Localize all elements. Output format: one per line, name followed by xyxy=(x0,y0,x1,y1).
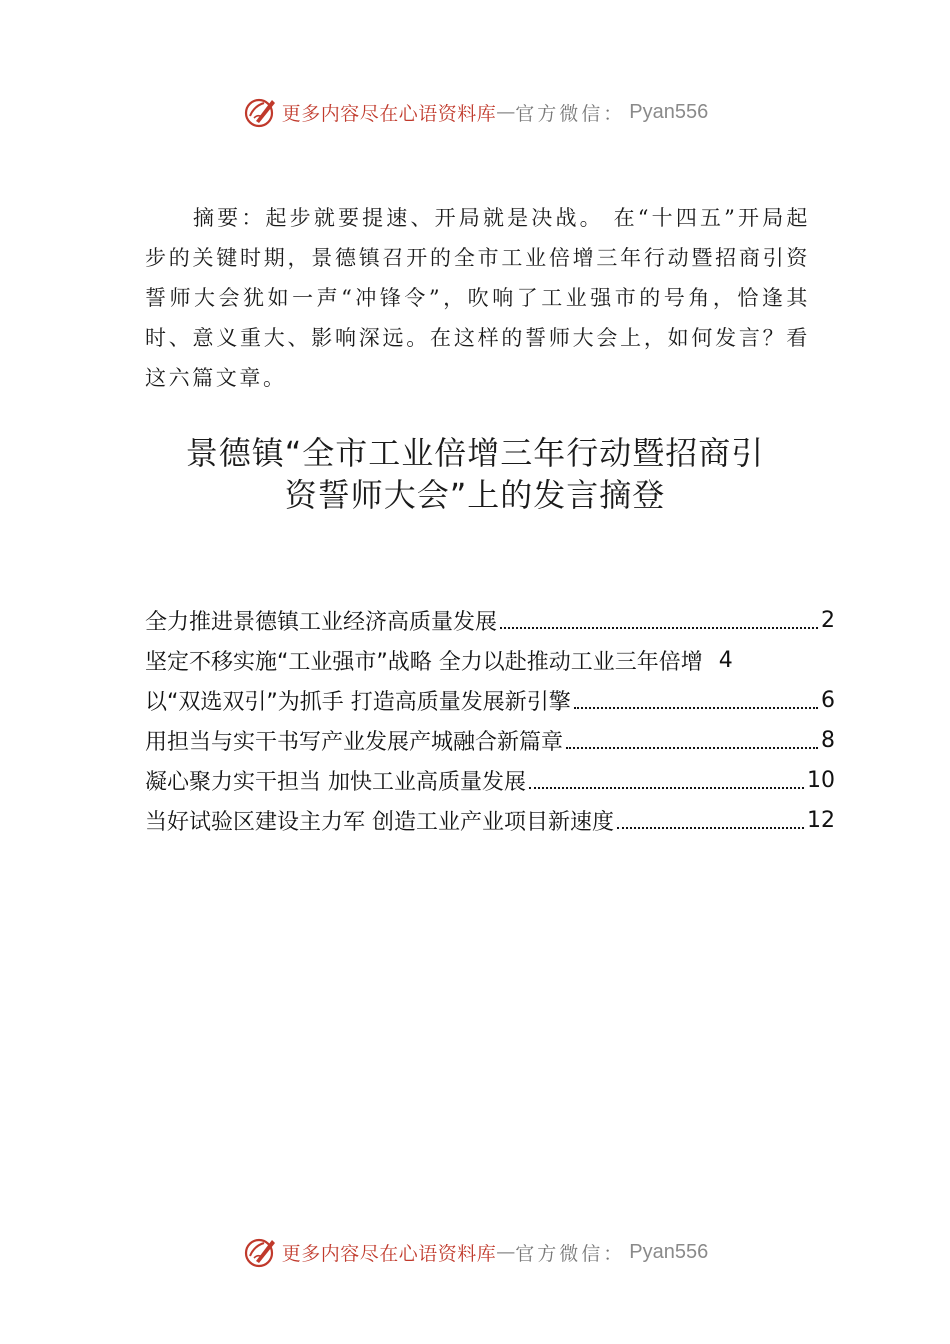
toc-entry-title: 当好试验区建设主力军 创造工业产业项目新速度 xyxy=(145,809,614,835)
toc-entry-page: 4 xyxy=(718,647,733,673)
header-banner xyxy=(0,92,950,132)
title-line-1: 景德镇“全市工业倍增三年行动暨招商引 xyxy=(185,434,765,472)
toc-entry-page: 10 xyxy=(807,767,835,793)
toc-entry-title: 凝心聚力实干担当 加快工业高质量发展 xyxy=(145,769,526,795)
banner-separator: — xyxy=(496,101,516,123)
toc-entry-page: 6 xyxy=(821,687,835,713)
banner-wechat-id: Pyan556 xyxy=(629,100,709,123)
title-line-2: 资誓师大会”上的发言摘登 xyxy=(284,476,666,514)
toc-entry-page: 8 xyxy=(821,727,835,753)
toc-entry[interactable] xyxy=(145,640,835,680)
banner-wechat-label: 官方微信： xyxy=(515,102,626,125)
toc-entry-page: 12 xyxy=(807,807,835,833)
pen-logo-icon xyxy=(242,1234,278,1270)
toc-entry-title: 坚定不移实施“工业强市”战略 全力以赴推动工业三年倍增 xyxy=(145,649,703,675)
toc-entry[interactable] xyxy=(145,600,835,640)
toc-entry[interactable] xyxy=(145,680,835,720)
toc-leader-dots xyxy=(574,707,818,709)
toc-entry-title: 全力推进景德镇工业经济高质量发展 xyxy=(145,609,498,635)
banner-site-text: 更多内容尽在心语资料库 xyxy=(281,102,497,125)
table-of-contents xyxy=(145,600,835,840)
toc-leader-dots xyxy=(500,627,818,629)
banner-separator: — xyxy=(496,1241,516,1263)
abstract-paragraph: 摘要：起步就要提速、开局就是决战。 在“十四五”开局起步的关键时期，景德镇召开的全市工业倍增三年行动暨招商引资誓师大会犹如一声“冲锋令”，吹响了工业强市的号角，恰逢其时、意义重大、影响深远。在这样的誓师大会上，如何发言？看这六篇文章。 xyxy=(145,206,810,390)
document-title xyxy=(140,432,810,516)
toc-entry-page: 2 xyxy=(821,607,835,633)
toc-entry-title: 以“双选双引”为抓手 打造高质量发展新引擎 xyxy=(145,689,571,715)
pen-logo-icon xyxy=(242,94,278,130)
toc-entry[interactable] xyxy=(145,720,835,760)
banner-wechat-label: 官方微信： xyxy=(515,1242,626,1265)
toc-leader-dots xyxy=(566,747,818,749)
toc-leader-dots xyxy=(529,787,804,789)
toc-entry[interactable] xyxy=(145,760,835,800)
toc-leader-dots xyxy=(617,827,804,829)
toc-entry-title: 用担当与实干书写产业发展产城融合新篇章 xyxy=(145,729,564,755)
banner-site-text: 更多内容尽在心语资料库 xyxy=(281,1242,497,1265)
banner-wechat-id: Pyan556 xyxy=(629,1240,709,1263)
toc-entry[interactable] xyxy=(145,800,835,840)
footer-banner xyxy=(0,1232,950,1272)
